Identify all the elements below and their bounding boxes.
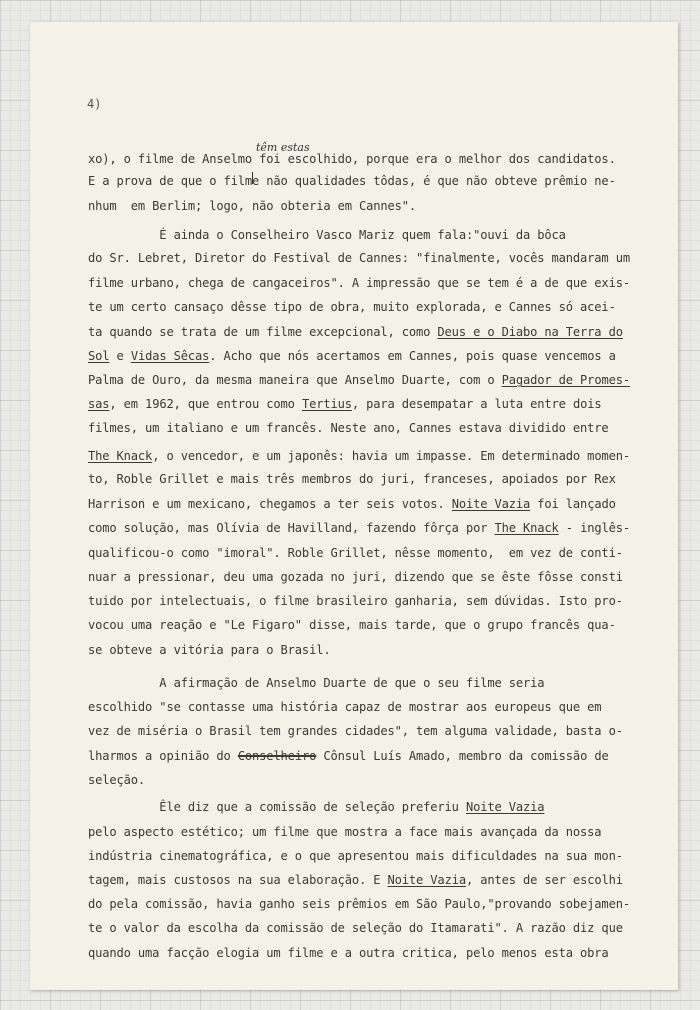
text-line: É ainda o Conselheiro Vasco Mariz quem fala:"ouvi da bôca	[88, 228, 566, 242]
text-line: nhum em Berlim; logo, não obteria em Cannes".	[88, 199, 417, 213]
text-line: filme urbano, chega de cangaceiros". A impressão que se tem é a de que exis-	[88, 276, 630, 290]
text-line: to, Roble Grillet e mais três membros do juri, franceses, apoiados por Rex	[88, 472, 616, 486]
text-line: E a prova de que o filme não qualidades tôdas, é que não obteve prêmio ne-	[88, 174, 616, 188]
text-line: A afirmação de Anselmo Duarte de que o seu filme seria	[88, 676, 545, 690]
text-line: vez de miséria o Brasil tem grandes cidades", tem alguma validade, basta o-	[88, 724, 623, 738]
text-line: seleção.	[88, 773, 146, 787]
text-line: te o valor da escolha da comissão de seleção do Itamarati". A razão diz que	[88, 921, 623, 935]
text-line: xo), o filme de Anselmo foi escolhido, porque era o melhor dos candidatos.	[88, 152, 616, 166]
text-line: se obteve a vitória para o Brasil.	[88, 643, 331, 657]
page-number: 4)	[87, 97, 102, 111]
text-line: filmes, um italiano e um francês. Neste ano, Cannes estava dividido entre	[88, 421, 609, 435]
text-line: te um certo cansaço dêsse tipo de obra, muito explorada, e Cannes só acei-	[88, 300, 616, 314]
text-line: Sol e Vidas Sêcas. Acho que nós acertamos em Cannes, pois quase vencemos a	[88, 349, 616, 363]
text-line: qualificou-o como "imoral". Roble Grillet, nêsse momento, em vez de conti-	[88, 546, 623, 560]
text-line: como solução, mas Olívia de Havilland, fazendo fôrça por The Knack - inglês-	[88, 521, 630, 535]
text-line: Palma de Ouro, da mesma maneira que Anselmo Duarte, com o Pagador de Promes-	[88, 373, 630, 387]
text-line: pelo aspecto estético; um filme que mostra a face mais avançada da nossa	[88, 825, 602, 839]
text-line: vocou uma reação e "Le Figaro" disse, mais tarde, que o grupo francês qua-	[88, 618, 616, 632]
text-line: sas, em 1962, que entrou como Tertius, para desempatar a luta entre dois	[88, 397, 602, 411]
text-line: ta quando se trata de um filme excepcional, como Deus e o Diabo na Terra do	[88, 325, 623, 339]
text-line: quando uma facção elogia um filme e a outra critica, pelo menos esta obra	[88, 946, 609, 960]
text-line: do pela comissão, havia ganho seis prêmios em São Paulo,"provando sobejamen-	[88, 897, 630, 911]
text-line: tuido por intelectuais, o filme brasileiro ganharia, sem dúvidas. Isto pro-	[88, 594, 623, 608]
handwritten-insertion: têm estas	[256, 141, 310, 154]
text-line: Harrison e um mexicano, chegamos a ter seis votos. Noite Vazia foi lançado	[88, 497, 616, 511]
text-line: nuar a pressionar, deu uma gozada no juri, dizendo que se êste fôsse consti	[88, 570, 623, 584]
text-line: indústria cinematográfica, e o que apresentou mais dificuldades na sua mon-	[88, 849, 623, 863]
text-line: The Knack, o vencedor, e um japonês: havia um impasse. Em determinado momen-	[88, 449, 630, 463]
text-line: lharmos a opinião do Conselheiro Cônsul Luís Amado, membro da comissão de	[88, 749, 609, 763]
text-line: do Sr. Lebret, Diretor do Festival de Cannes: "finalmente, vocês mandaram um	[88, 251, 630, 265]
text-line: tagem, mais custosos na sua elaboração. E Noite Vazia, antes de ser escolhi	[88, 873, 623, 887]
text-line: Êle diz que a comissão de seleção preferiu Noite Vazia	[88, 800, 545, 814]
text-line: escolhido "se contasse uma história capaz de mostrar aos europeus que em	[88, 700, 602, 714]
